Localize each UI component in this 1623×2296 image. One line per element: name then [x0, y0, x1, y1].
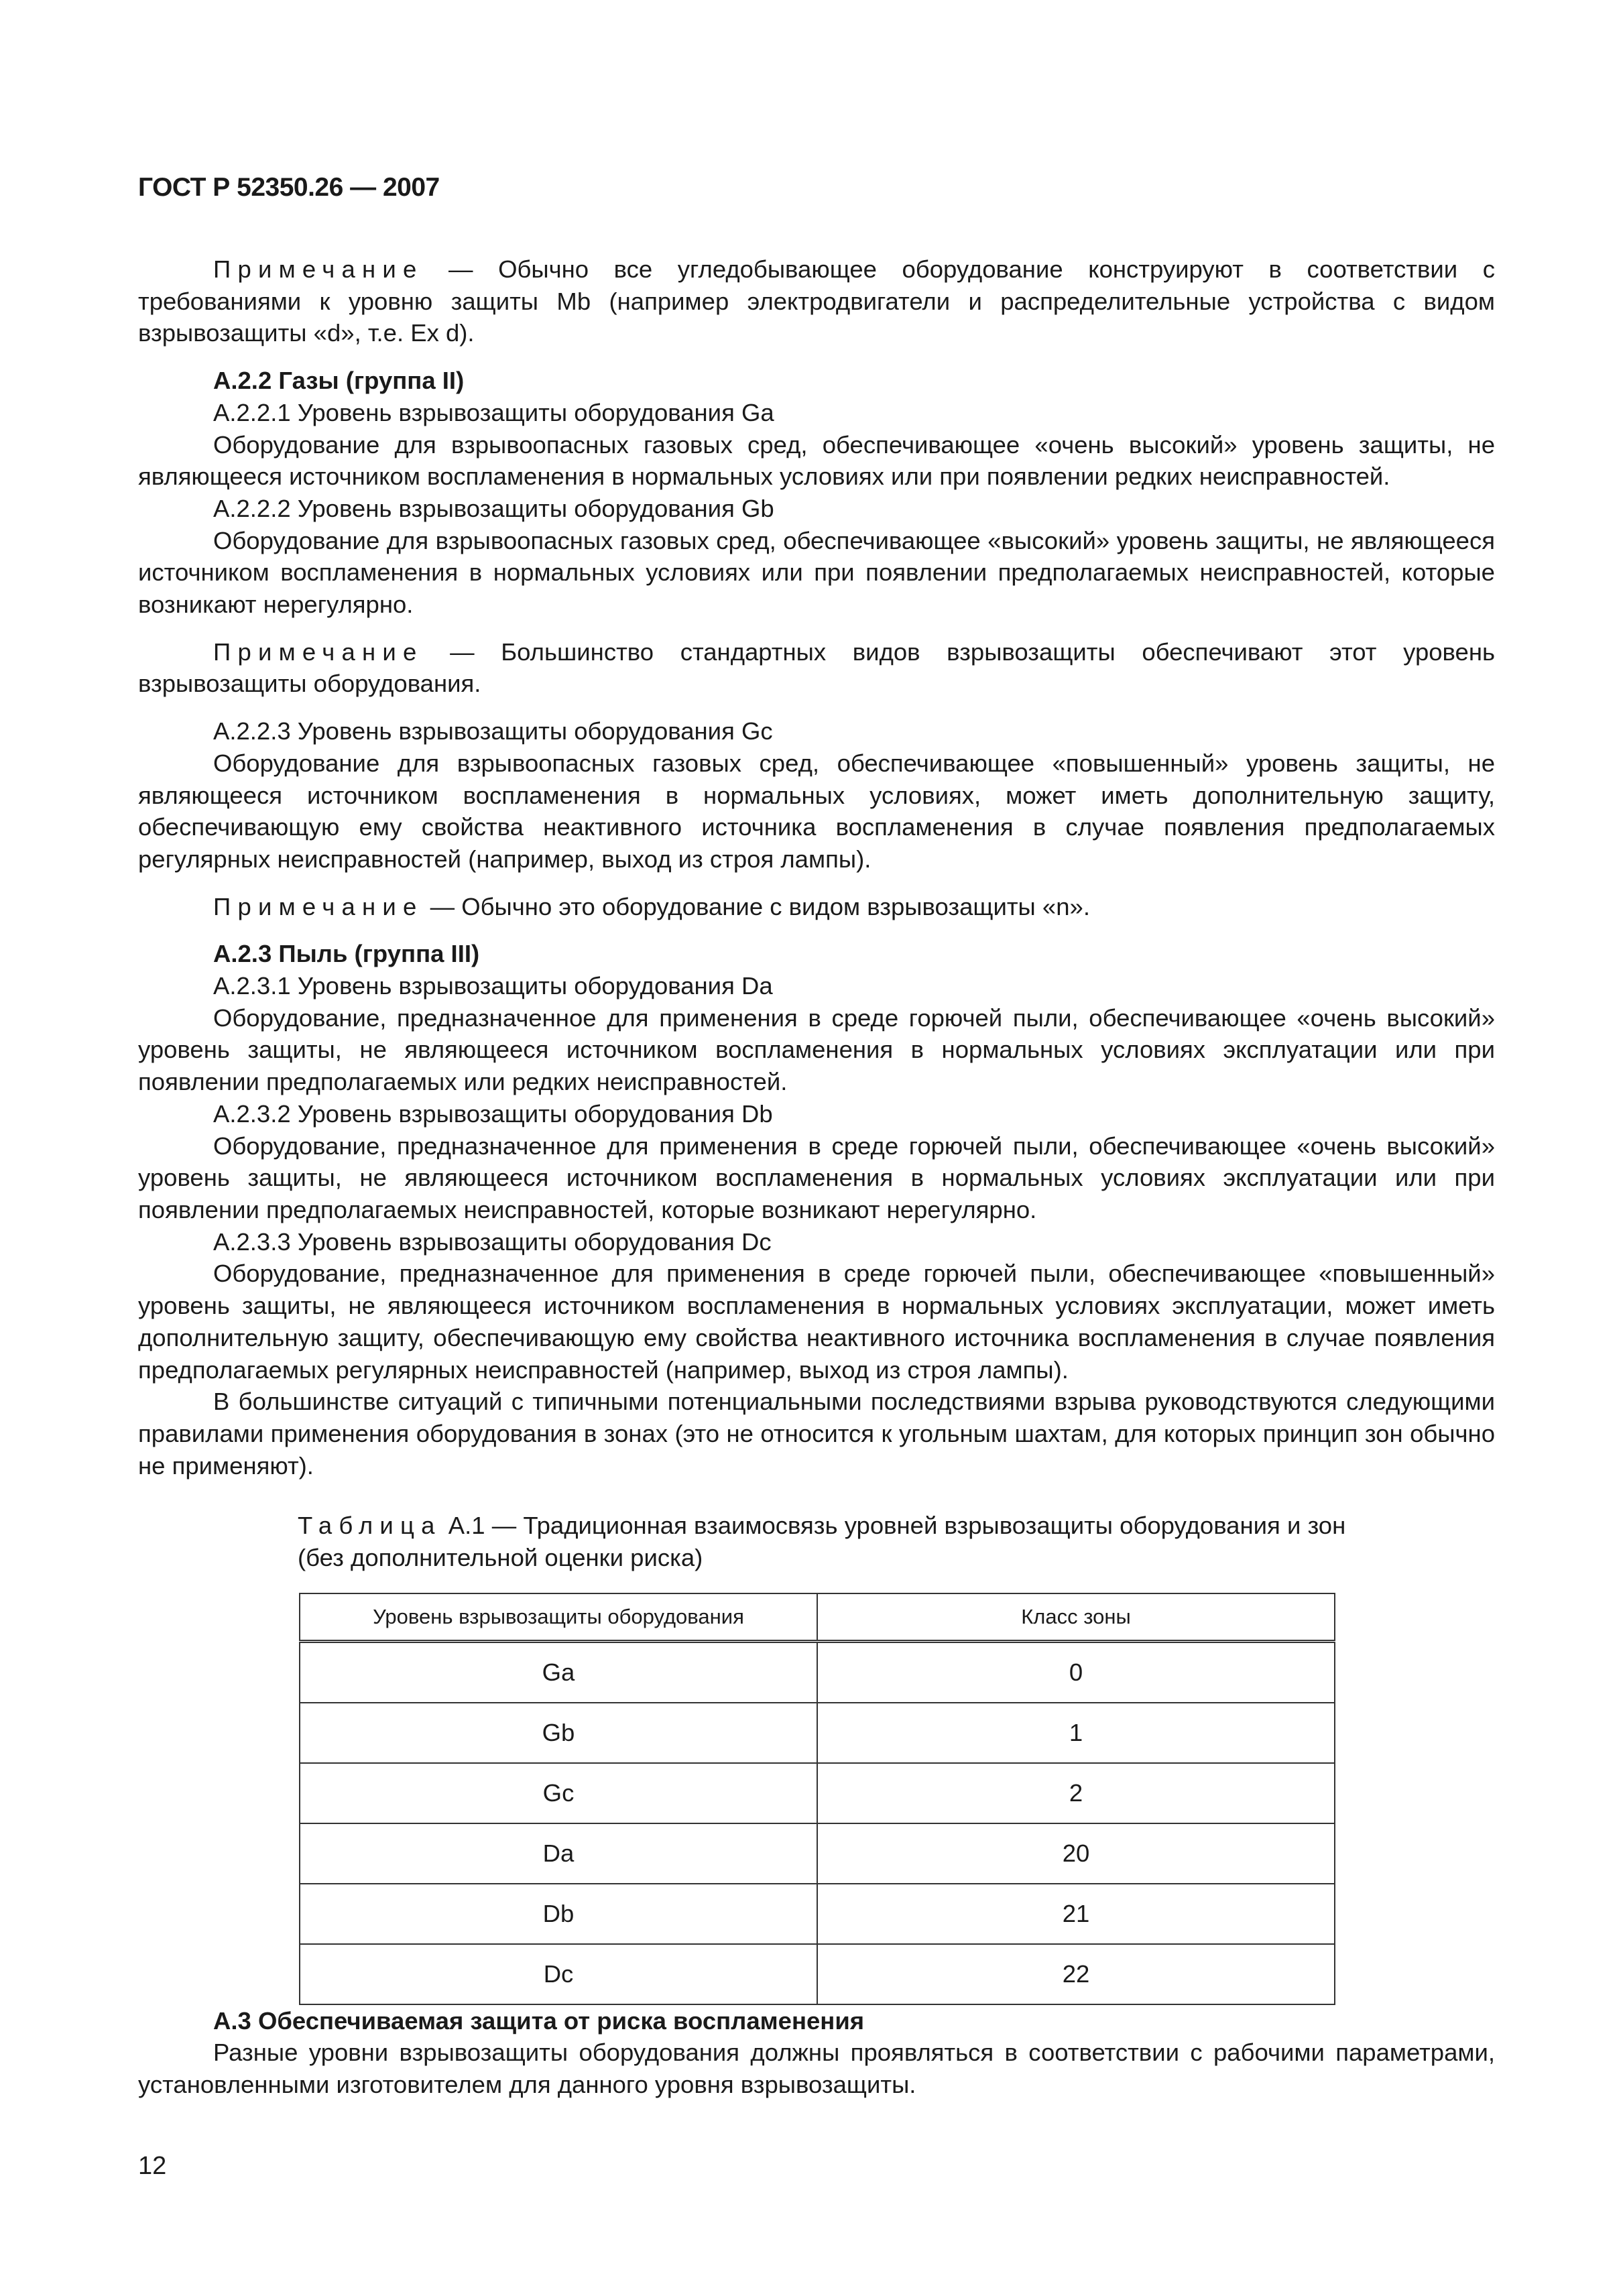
note-paragraph: [138, 891, 1495, 923]
table-cell: 22: [817, 1944, 1335, 2004]
table-cell: 2: [817, 1763, 1335, 1823]
table-caption: [298, 1510, 1357, 1573]
table-cell: Db: [300, 1884, 817, 1944]
note-label: Примечание: [213, 892, 424, 920]
section-heading-a3: А.3 Обеспечиваемая защита от риска воспламенения: [213, 2006, 865, 2035]
note-text: — Обычно все угледобывающее оборудование конструируют в соответствии с требованиями к уровню защиты Mb (например электродвигатели и распределительные устройства с видом взрывозащиты «d», т.е. Ex d).: [138, 255, 1495, 347]
section-heading-a23: А.2.3 Пыль (группа III): [213, 940, 480, 968]
table-cell: 20: [817, 1823, 1335, 1884]
table-row: [300, 1823, 1335, 1884]
paragraph: Оборудование, предназначенное для применения в среде горючей пыли, обеспечивающее «повышенный» уровень защиты, не являющееся источником воспламенения в нормальных условиях эксплуатации, может иметь дополнительную защиту, обеспечивающую ему свойства неактивного источника воспламенения в случае появления предполагаемых регулярных неисправностей (например, выход из строя лампы).: [138, 1260, 1495, 1384]
note-label: Примечание: [213, 255, 424, 283]
subsection-title-a231: А.2.3.1 Уровень взрывозащиты оборудования Da: [213, 972, 773, 1000]
note-text: — Обычно это оборудование с видом взрывозащиты «n».: [423, 892, 1090, 920]
subsection-title-a222: А.2.2.2 Уровень взрывозащиты оборудования Gb: [213, 494, 774, 522]
paragraph: Разные уровни взрывозащиты оборудования должны проявляться в соответствии с рабочими параметрами, установленными изготовителем для данного уровня взрывозащиты.: [138, 2039, 1495, 2099]
section-heading-a22: А.2.2 Газы (группа II): [213, 367, 465, 395]
note-paragraph: [138, 253, 1495, 349]
table-cell: Ga: [300, 1641, 817, 1703]
table-cell: Gc: [300, 1763, 817, 1823]
paragraph: Оборудование, предназначенное для применения в среде горючей пыли, обеспечивающее «очень высокий» уровень защиты, не являющееся источником воспламенения в нормальных условиях эксплуатации или при появлении предполагаемых или редких неисправностей.: [138, 1004, 1495, 1096]
document-header: ГОСТ Р 52350.26 — 2007: [138, 173, 440, 202]
table-cell: Da: [300, 1823, 817, 1884]
table-row: [300, 1703, 1335, 1763]
zone-table: [299, 1593, 1335, 2005]
table-caption-text: А.1 — Традиционная взаимосвязь уровней взрывозащиты оборудования и зон (без дополнительной оценки риска): [298, 1512, 1346, 1572]
note-paragraph: [138, 636, 1495, 700]
page-number: 12: [138, 2152, 167, 2180]
table-header-row: [300, 1593, 1335, 1642]
paragraph: Оборудование для взрывоопасных газовых сред, обеспечивающее «высокий» уровень защиты, не являющееся источником воспламенения в нормальных условиях или при появлении предполагаемых неисправностей, которые возникают нерегулярно.: [138, 526, 1495, 619]
paragraph: Оборудование, предназначенное для применения в среде горючей пыли, обеспечивающее «очень высокий» уровень защиты, не являющееся источником воспламенения в нормальных условиях эксплуатации или при появлении предполагаемых неисправностей, которые возникают нерегулярно.: [138, 1132, 1495, 1223]
column-header: Уровень взрывозащиты оборудования: [300, 1593, 817, 1642]
table-row: [300, 1641, 1335, 1703]
table-cell: 0: [817, 1641, 1335, 1703]
table-cell: 1: [817, 1703, 1335, 1763]
table-cell: Dc: [300, 1944, 817, 2004]
subsection-title-a233: А.2.3.3 Уровень взрывозащиты оборудования Dc: [213, 1227, 772, 1256]
table-cell: Gb: [300, 1703, 817, 1763]
note-label: Примечание: [213, 638, 424, 666]
paragraph: Оборудование для взрывоопасных газовых сред, обеспечивающее «повышенный» уровень защиты, не являющееся источником воспламенения в нормальных условиях, может иметь дополнительную защиту, обеспечивающую ему свойства неактивного источника воспламенения в случае появления предполагаемых регулярных неисправностей (например, выход из строя лампы).: [138, 749, 1495, 873]
table-row: [300, 1763, 1335, 1823]
paragraph: В большинстве ситуаций с типичными потенциальными последствиями взрыва руководствуются следующими правилами применения оборудования в зонах (это не относится к угольным шахтам, для которых принцип зон обычно не применяют).: [138, 1388, 1495, 1479]
subsection-title-a223: А.2.2.3 Уровень взрывозащиты оборудования Gc: [213, 717, 773, 745]
table-cell: 21: [817, 1884, 1335, 1944]
table-caption-label: Таблица: [298, 1512, 442, 1540]
table-row: [300, 1884, 1335, 1944]
column-header: Класс зоны: [817, 1593, 1335, 1642]
paragraph: Оборудование для взрывоопасных газовых сред, обеспечивающее «очень высокий» уровень защиты, не являющееся источником воспламенения в нормальных условиях или при появлении редких неисправностей.: [138, 430, 1495, 491]
note-text: — Большинство стандартных видов взрывозащиты обеспечивают этот уровень взрывозащиты оборудования.: [138, 638, 1495, 698]
subsection-title-a221: А.2.2.1 Уровень взрывозащиты оборудования Ga: [213, 398, 774, 426]
document-body: [138, 253, 1495, 2101]
subsection-title-a232: А.2.3.2 Уровень взрывозащиты оборудования Db: [213, 1099, 773, 1128]
table-row: [300, 1944, 1335, 2004]
